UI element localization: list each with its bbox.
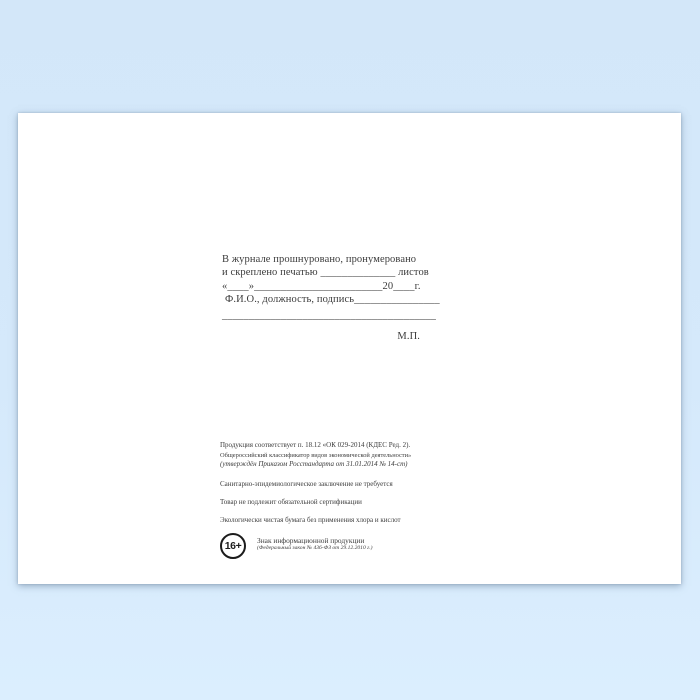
eco-paper-statement: Экологически чистая бумага без применения хлора и кислот xyxy=(220,515,401,524)
publication-info-block xyxy=(220,441,444,559)
info-sign-caption xyxy=(257,533,373,552)
stitch-line-rule: ________________________________________ xyxy=(222,309,436,321)
okved-compliance-line-1: Продукция соответствует п. 18.12 «ОК 029-2014 (КДЕС Ред. 2). xyxy=(220,441,411,449)
age-rating-label: 16+ xyxy=(224,539,242,552)
certification-statement: Товар не подлежит обязательной сертификации xyxy=(220,497,362,506)
okved-compliance-line-2: Общероссийский классификатор видов экономической деятельности» xyxy=(220,451,412,459)
info-sign-law-reference: (Федеральный закон № 436-ФЗ от 29.12.2010 г.) xyxy=(257,544,373,551)
stitch-line-2: и скреплено печатью ______________ листов xyxy=(222,267,429,279)
seal-place-abbr: М.П. xyxy=(397,331,420,343)
sanitary-statement: Санитарно-эпидемиологическое заключение не требуется xyxy=(220,479,393,488)
stitch-line-signature: Ф.И.О., должность, подпись________________ xyxy=(225,294,440,306)
stitching-certification-block xyxy=(222,253,440,343)
info-sign-title: Знак информационной продукции xyxy=(257,535,365,545)
age-rating-row xyxy=(220,533,444,559)
journal-back-page xyxy=(18,113,681,584)
age-16-badge-icon xyxy=(220,533,246,559)
okved-compliance-line-3: (утверждён Приказом Росстандарта от 31.01.2014 № 14-ст) xyxy=(220,460,408,469)
stitch-line-date: «____»________________________20____г. xyxy=(222,280,421,292)
stitch-line-1: В журнале прошнуровано, пронумеровано xyxy=(222,254,417,265)
